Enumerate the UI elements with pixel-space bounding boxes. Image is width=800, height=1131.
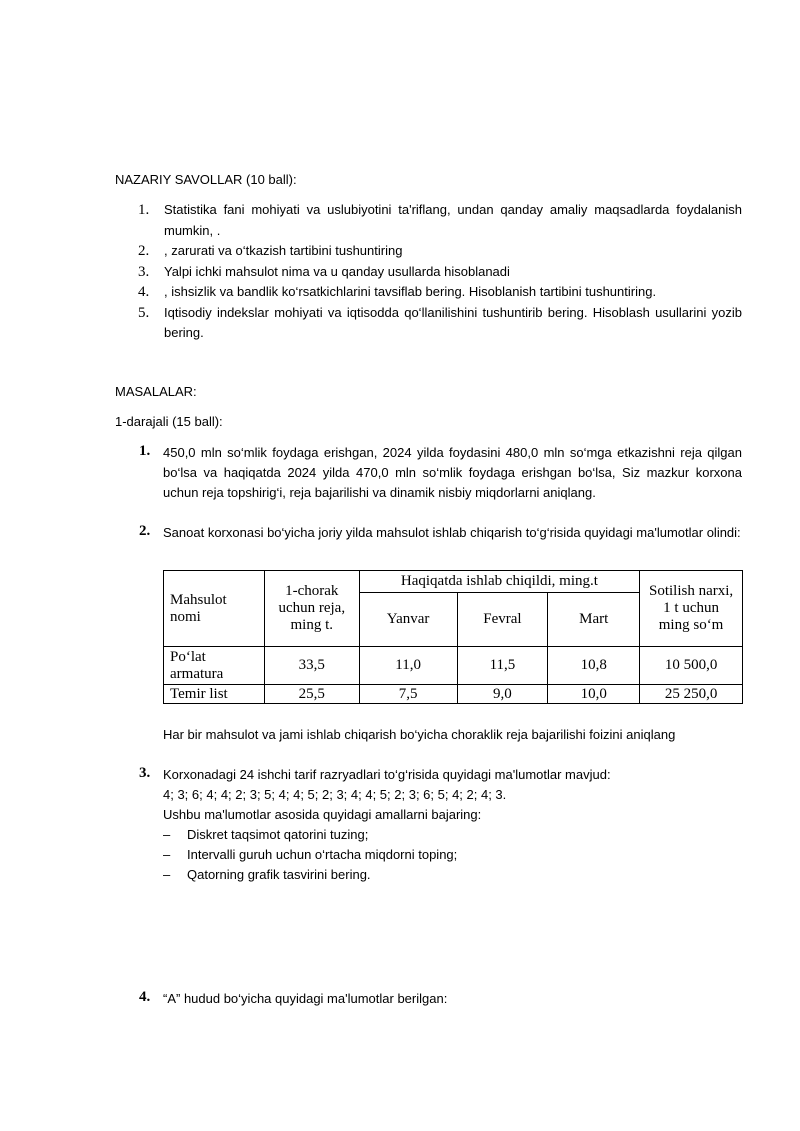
theory-question: [115, 282, 742, 303]
theory-question: [115, 241, 742, 262]
header-march: Mart: [548, 593, 640, 647]
list-item: [115, 845, 742, 865]
header-actual: Haqiqatda ishlab chiqildi, ming.t: [359, 571, 639, 593]
question-number: 5.: [138, 304, 150, 321]
task-text: Korxonadagi 24 ishchi tarif razryadlari to‘g‘risida quyidagi ma'lumotlar mavjud:: [163, 767, 611, 782]
theory-heading: NAZARIY SAVOLLAR (10 ball):: [115, 172, 297, 187]
list-item-text: Qatorning grafik tasvirini bering.: [187, 867, 371, 882]
theory-question: [115, 262, 742, 283]
cell-plan: 33,5: [264, 647, 359, 685]
task-text: “A” hudud bo‘yicha quyidagi ma'lumotlar berilgan:: [163, 991, 448, 1006]
header-plan: 1-chorak uchun reja, ming t.: [264, 571, 359, 647]
cell-january: 7,5: [359, 685, 457, 704]
list-item-text: Diskret taqsimot qatorini tuzing;: [187, 827, 369, 842]
question-number: 3.: [138, 263, 150, 280]
table-row: [164, 647, 743, 685]
task-3: [115, 765, 742, 885]
task-text: 450,0 mln so‘mlik foydaga erishgan, 2024 yilda foydasini 480,0 mln so‘mga etkazishni reja qilgan bo‘lsa va haqiqatda 2024 yilda 470,0 mln so‘mlik foydaga erishgan bo‘lsa, Siz mazkur korxona uchun reja topshirig‘i, reja bajarilishi va dinamik nisbiy miqdorlarni aniqlang.: [163, 445, 742, 500]
task-2: [115, 523, 742, 543]
header-product-name: Mahsulot nomi: [164, 571, 265, 647]
cell-january: 11,0: [359, 647, 457, 685]
level-heading: 1-darajali (15 ball):: [115, 414, 223, 429]
cell-price: 25 250,0: [640, 685, 743, 704]
question-number: 4.: [138, 284, 150, 300]
header-february: Fevral: [457, 593, 548, 647]
cell-price: 10 500,0: [640, 647, 743, 685]
task-text: Har bir mahsulot va jami ishlab chiqarish bo‘yicha choraklik reja bajarilishi foizini aniqlang: [163, 727, 676, 742]
cell-plan: 25,5: [264, 685, 359, 704]
list-item: [115, 825, 742, 845]
production-table: [163, 570, 743, 704]
task-4: [115, 989, 742, 1009]
cell-march: 10,8: [548, 647, 640, 685]
dash-bullet: –: [163, 827, 171, 842]
task-text: Sanoat korxonasi bo‘yicha joriy yilda mahsulot ishlab chiqarish to‘g‘risida quyidagi ma'lumotlar olindi:: [163, 525, 741, 540]
question-text: , zarurati va o‘tkazish tartibini tushuntiring: [164, 243, 403, 258]
header-price: Sotilish narxi, 1 t uchun ming so‘m: [640, 571, 743, 647]
task-number: 3.: [139, 765, 151, 781]
cell-name: Temir list: [164, 685, 265, 704]
theory-question: [115, 303, 742, 344]
question-text: Yalpi ichki mahsulot nima va u qanday usullarda hisoblanadi: [164, 263, 510, 279]
task-number: 4.: [139, 989, 151, 1005]
task-text: Ushbu ma'lumotlar asosida quyidagi amallarni bajaring:: [163, 807, 482, 822]
cell-february: 9,0: [457, 685, 548, 704]
question-text: Iqtisodiy indekslar mohiyati va iqtisodda qo‘llanilishini tushuntirib bering. Hisoblash usullarini yozib bering.: [164, 304, 742, 340]
problems-heading: MASALALAR:: [115, 384, 197, 399]
table-row: [164, 685, 743, 704]
cell-march: 10,0: [548, 685, 640, 704]
dash-bullet: –: [163, 847, 171, 862]
task-2-instruction: [115, 725, 742, 745]
question-number: 2.: [138, 243, 150, 259]
dash-bullet: –: [163, 867, 171, 882]
question-text: , ishsizlik va bandlik ko‘rsatkichlarini tavsiflab bering. Hisoblanish tartibini tushuntiring.: [164, 284, 657, 299]
theory-question: [115, 200, 742, 241]
task-number: 2.: [139, 523, 151, 539]
list-item-text: Intervalli guruh uchun o‘rtacha miqdorni toping;: [187, 847, 458, 862]
question-number: 1.: [138, 202, 150, 218]
question-text: Statistika fani mohiyati va uslubiyotini ta'riflang, undan qanday amaliy maqsadlarda foydalanish mumkin, .: [164, 202, 742, 238]
cell-february: 11,5: [457, 647, 548, 685]
task-data-series: 4; 3; 6; 4; 4; 2; 3; 5; 4; 4; 5; 2; 3; 4; 4; 5; 2; 3; 6; 5; 4; 2; 4; 3.: [163, 787, 507, 802]
theory-question-list: [115, 200, 742, 344]
task-number: 1.: [139, 443, 151, 459]
task-1: [115, 443, 742, 503]
header-january: Yanvar: [359, 593, 457, 647]
list-item: [115, 865, 742, 885]
cell-name: Po‘lat armatura: [164, 647, 265, 685]
